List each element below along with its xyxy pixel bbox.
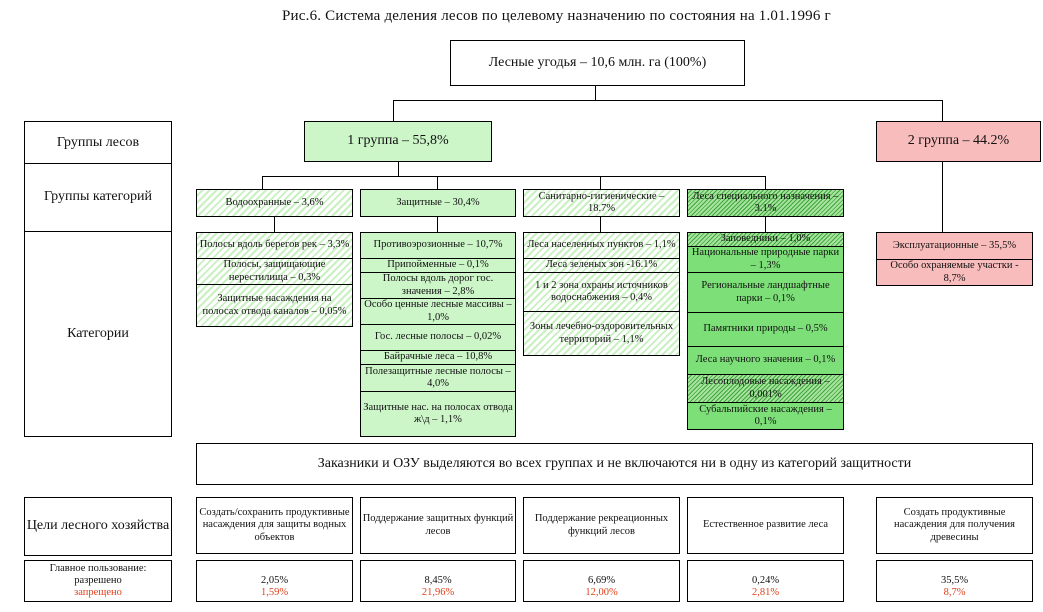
note-box [196,443,1033,485]
connector [274,217,275,232]
category-item: Защитные нас. на полосах отвода ж\д – 1,1% [363,401,513,425]
category-item: Леса научного значения – 0,1% [688,347,843,375]
category-item: Защитные насаждения на полосах отвода каналов – 0,05% [202,293,347,317]
connector [600,176,601,189]
category-group-label: Санитарно-гигиенические – 18.7% [538,190,665,214]
forbidden-value: 12,00% [585,586,618,598]
categories-special [687,232,844,430]
group-2-box [876,121,1041,162]
root-node [450,40,745,86]
categories-protective [360,232,516,437]
connector [437,176,438,189]
row-labels [24,121,172,437]
category-group-sanitary [523,189,680,217]
goal-box [523,497,680,554]
category-item: Полезащитные лесные полосы – 4,0% [361,365,515,392]
category-item: Полосы, защищающие нерестилища – 0,3% [197,259,352,285]
main-use-box [687,560,844,602]
allowed-value: 0,24% [751,574,780,586]
goal-text: Создать/сохранить продуктивные насаждения для защиты водных объектов [199,507,350,543]
allowed-value: 35,5% [940,574,969,586]
allowed-value: 8,45% [424,574,452,586]
category-item: Субальпийские насаждения – 0,1% [699,403,832,427]
goal-text: Естественное развитие леса [702,519,829,531]
connector [765,176,766,189]
root-label: Лесные угодья – 10,6 млн. га (100%) [488,54,707,70]
connector [393,100,394,121]
category-item: Гос. лесные полосы – 0,02% [361,325,515,351]
row-label-categories: Категории [67,325,129,341]
category-item: 1 и 2 зона охраны источников водоснабжения – 0,4% [524,273,679,312]
connector [765,217,766,232]
forbidden-value: 21,96% [421,586,455,598]
category-item: Лесоплодовые насаждения – 0,001% [688,375,843,403]
connector [437,217,438,232]
goal-text: Поддержание защитных функций лесов [362,513,514,537]
main-use-box [360,560,516,602]
categories-water [196,232,353,327]
allowed-value: 6,69% [587,574,616,586]
row-label-goals [24,497,172,556]
category-group-special [687,189,844,217]
goal-text: Создать продуктивные насаждения для получения древесины [894,507,1015,543]
category-item: Леса зеленых зон -16.1% [524,259,679,273]
category-item: Припойменные – 0,1% [361,259,515,273]
category-item: Заповедники – 1,0% [688,233,843,247]
category-item: Особо ценные лесные массивы – 1,0% [361,299,515,325]
category-item: Зоны лечебно-оздоровительных территорий – 1,1% [529,321,674,345]
main-use-allowed-label: разрешено [74,574,122,586]
category-group-label: Водоохранные – 3,6% [225,196,324,208]
category-item: Леса населенных пунктов – 1,1% [524,233,679,259]
note-text: Заказники и ОЗУ выделяются во всех группах и не включаются ни в одну из категорий защитности [317,455,912,471]
goal-box [196,497,353,554]
category-item: Национальные природные парки – 1,3% [688,247,843,273]
category-item: Полосы вдоль дорог гос. значения – 2,8% [361,273,515,299]
connector [595,86,596,100]
connector [393,100,943,101]
group-1-box [304,121,492,162]
categories-sanitary [523,232,680,356]
category-group-protective [360,189,516,217]
category-item: Байрачные леса – 10,8% [361,351,515,365]
main-use-box [876,560,1033,602]
goal-box [876,497,1033,554]
category-group-label: Защитные – 30,4% [396,196,480,208]
category-item: Памятники природы – 0,5% [688,313,843,347]
page-title: Рис.6. Система деления лесов по целевому назначению по состояния на 1.01.1996 г [282,8,831,24]
category-item: Эксплуатационные – 35,5% [877,233,1032,260]
category-item: Противоэрозионные – 10,7% [361,233,515,259]
goals-label: Цели лесного хозяйства [26,518,170,534]
goal-box [687,497,844,554]
connector [942,162,943,232]
row-label-main-use [24,560,172,602]
forbidden-value: 1,59% [260,586,289,598]
connector [600,217,601,232]
allowed-value: 2,05% [260,574,289,586]
categories-group-2 [876,232,1033,286]
category-item: Особо охраняемые участки - 8,7% [890,260,1019,284]
category-item: Региональные ландшафтные парки – 0,1% [688,273,843,313]
connector [262,176,766,177]
connector [398,162,399,176]
main-use-box [196,560,353,602]
group-1-label: 1 группа – 55,8% [347,133,449,149]
category-item: Полосы вдоль берегов рек – 3,3% [197,233,352,259]
main-use-label: Главное пользование: [49,562,147,574]
forbidden-value: 2,81% [751,586,780,598]
main-use-forbidden-label: запрещено [74,587,122,599]
main-use-box [523,560,680,602]
row-label-groups: Группы лесов [25,122,171,164]
row-label-category-groups: Группы категорий [25,163,171,232]
goal-box [360,497,516,554]
category-group-label: Леса специального назначения – 3.1% [692,190,839,214]
connector [942,100,943,121]
connector [262,176,263,189]
category-group-water [196,189,353,217]
group-2-label: 2 группа – 44.2% [907,133,1010,149]
forbidden-value: 8,7% [943,586,966,598]
goal-text: Поддержание рекреационных функций лесов [534,513,669,537]
